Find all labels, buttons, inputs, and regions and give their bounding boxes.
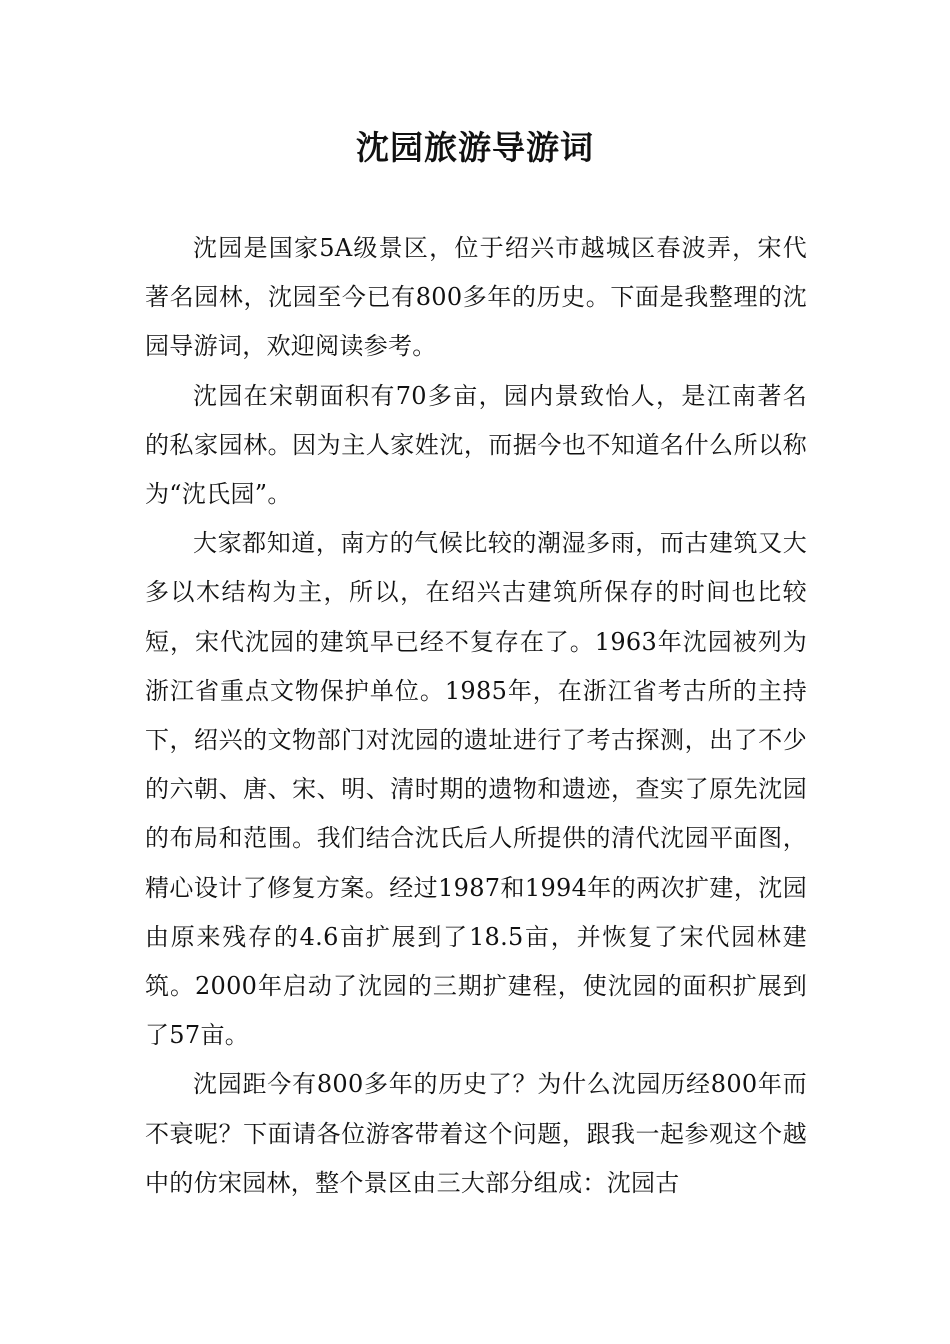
document-title: 沈园旅游导游词 [356,128,594,167]
paragraph-restoration-history: 大家都知道，南方的气候比较的潮湿多雨，而古建筑又大多以木结构为主，所以，在绍兴古建筑所保存的时间也比较短，宋代沈园的建筑早已经不复存在了。1963年沈园被列为浙江省重点文物保护单位。1985年，在浙江省考古所的主持下，绍兴的文物部门对沈园的遗址进行了考古探测，出了不少的六朝、唐、宋、明、清时期的遗物和遗迹，查实了原先沈园的布局和范围。我们结合沈氏后人所提供的清代沈园平面图，精心设计了修复方案。经过1987和1994年的两次扩建，沈园由原来残存的4.6亩扩展到了18.5亩，并恢复了宋代园林建筑。2000年启动了沈园的三期扩建程，使沈园的面积扩展到了57亩。 [145,529,807,1050]
document-body [145,224,807,1208]
paragraph-tour-intro: 沈园距今有800多年的历史了？为什么沈园历经800年而不衰呢？下面请各位游客带着这个问题，跟我一起参观这个越中的仿宋园林，整个景区由三大部分组成：沈园古 [145,1070,807,1197]
paragraph-intro: 沈园是国家5A级景区，位于绍兴市越城区春波弄，宋代著名园林，沈园至今已有800多年的历史。下面是我整理的沈园导游词，欢迎阅读参考。 [145,234,807,361]
paragraph-song-dynasty: 沈园在宋朝面积有70多亩，园内景致怡人，是江南著名的私家园林。因为主人家姓沈，而据今也不知道名什么所以称为“沈氏园”。 [145,381,807,509]
